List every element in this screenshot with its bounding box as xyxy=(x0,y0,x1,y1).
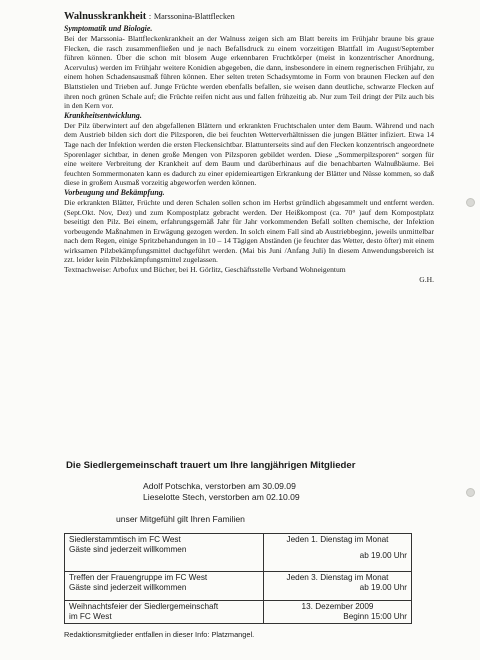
event-time-cell xyxy=(264,534,412,572)
event-row-frauengruppe xyxy=(65,572,412,601)
deceased-list xyxy=(143,481,383,503)
event-time: ab 19.00 Uhr xyxy=(359,583,407,592)
event-schedule: Jeden 1. Dienstag im Monat xyxy=(286,535,389,544)
section-heading-symptoms: Symptomatik und Biologie. xyxy=(64,24,153,33)
events-table xyxy=(64,533,412,624)
punch-hole-bottom xyxy=(466,488,475,497)
article xyxy=(64,10,434,284)
deceased-entry: Lieselotte Stech, verstorben am 02.10.09 xyxy=(143,492,300,502)
event-time-cell xyxy=(264,572,412,601)
deceased-entry: Adolf Potschka, verstorben am 30.09.09 xyxy=(143,481,296,491)
condolence-text: unser Mitgefühl gilt Ihren Familien xyxy=(116,514,245,524)
article-title: Walnusskrankheit xyxy=(64,11,147,22)
event-name: Weihnachtsfeier der Siedlergemeinschaft xyxy=(69,602,219,611)
event-time-cell xyxy=(264,601,412,624)
event-guests-note: Gäste sind jederzeit willkommen xyxy=(69,583,187,592)
source-note: Textnachweise: Arbofux und Bücher, bei H. Görlitz, Geschäftsstelle Verband Wohneigentum xyxy=(64,265,346,275)
section-heading-prevention: Vorbeugung und Bekämpfung. xyxy=(64,187,165,197)
mourning-headline: Die Siedlergemeinschaft trauert um Ihre langjährigen Mitglieder xyxy=(66,460,356,471)
event-time: ab 19.00 Uhr xyxy=(359,551,407,560)
event-name-cell xyxy=(65,572,264,601)
event-name: Siedlerstammtisch im FC West xyxy=(69,535,181,544)
section-text-development: Der Pilz überwintert auf den abgefallenen Blättern und erkrankten Fruchtschalen unter dem Baum. Während und nach dem Austrieb bilden sich dort die Pilzsporen, die bei feuchten Wetterverhältnissen die jungen Blätter infiziert. Etwa 14 Tage nach der Infektion werden die ersten Fleckensichtbar. Blattunterseits sind auf den Flecken konzentrisch angeordnete Sporenlager sichtbar, in denen große Mengen von Pilzsporen gebildet werden. Diese „Sommerpilzsporen“ sorgen für eine weitere Verbreitung der Krankheit auf dem Baum und darüberhinaus auf die benachbarten Walnußbäume. Bei feuchten Sommermonaten kann es dadurch zu einer epidemieartigen Erkrankung der Blätter und Nüsse kommen, so daß diese in großem Ausmaß vorzeitig abgeworfen werden können. xyxy=(64,120,434,188)
event-guests-note: Gäste sind jederzeit willkommen xyxy=(69,545,187,554)
author-signature: G.H. xyxy=(419,274,434,284)
footnote: Redaktionsmitglieder entfallen in dieser Info: Platzmangel. xyxy=(64,630,255,639)
section-text-symptoms: Bei der Marssonia- Blattfleckenkrankheit an der Walnuss zeigen sich am Blatt bereits im Frühjahr braune bis graue Flecken, die rasch zusammenfließen und je nach Befallsdruck zu einem vorzeitigen Blattfall im August/September führen können. Über die schon mit blosem Auge erkennbaren Fruchtkörper (meist in konzentrischer Anordnung, Acervulus) werden im Frühjahr weitere Konidien abgegeben, die dann, insbesondere in einem regnerischen Frühjahr, zu einem hohen Schadensausmaß führen können. Eher selten treten Schadsymtome in Form von braunen Flecken auf den Blattstielen und Trieben auf. Junge Früchte werden ebenfalls befallen, sie weisen dann deutliche, schwarze Flecken auf ihren noch grünen Schale auf; die Früchte reifen nicht aus und fallen frühzeitig ab. Nur zum Teil dringt der Pilz auch bis in den Kern vor. xyxy=(64,34,434,111)
event-schedule: Jeden 3. Dienstag im Monat xyxy=(286,573,389,582)
event-name-cell xyxy=(65,534,264,572)
event-row-weihnachtsfeier xyxy=(65,601,412,624)
section-heading-development: Krankheitsentwicklung. xyxy=(64,110,142,120)
event-name-cell xyxy=(65,601,264,624)
event-name: Treffen der Frauengruppe im FC West xyxy=(69,573,208,582)
article-title-separator: : xyxy=(148,12,152,21)
event-date: 13. Dezember 2009 xyxy=(301,602,374,611)
article-subtitle: Marssonina-Blattflecken xyxy=(153,12,235,21)
punch-hole-top xyxy=(466,198,475,207)
event-name-continued: im FC West xyxy=(69,612,112,621)
event-row-stammtisch xyxy=(65,534,412,572)
event-time: Beginn 15:00 Uhr xyxy=(343,612,407,621)
section-text-prevention: Die erkrankten Blätter, Früchte und deren Schalen sollen schon im Herbst gründlich abgesammelt und entfernt werden. (Sept.Okt. Nov, Dez) und zum Kompostplatz gebracht werden. Der Heißkompost (ca. 70° )auf dem Kompostplatz beseitigt den Pilz. Bei einem, erfahrungsgemäß Jahr für Jahr vorkommenden Befall sollten chemische, der Infektion vorbeugende Maßnahmen in Erwägung gezogen werden. In solch einem Fall sind ab Austriebbeginn, jeweils unmittelbar nach dem Regen, einige Spritzbehandungen in 10 – 14 Tägigen Abständen (je feuchter das Wetter, desto öfter) mit einem wirksamen Pilzbekämpfungsmittel duchgeführt werden. (Mai bis Juni /Anfang Juli) In diesem Anwendungsbereich ist zzt. leider kein Pilzbekämpfungsmittel zugelassen. xyxy=(64,197,434,265)
article-title-line xyxy=(64,10,434,23)
